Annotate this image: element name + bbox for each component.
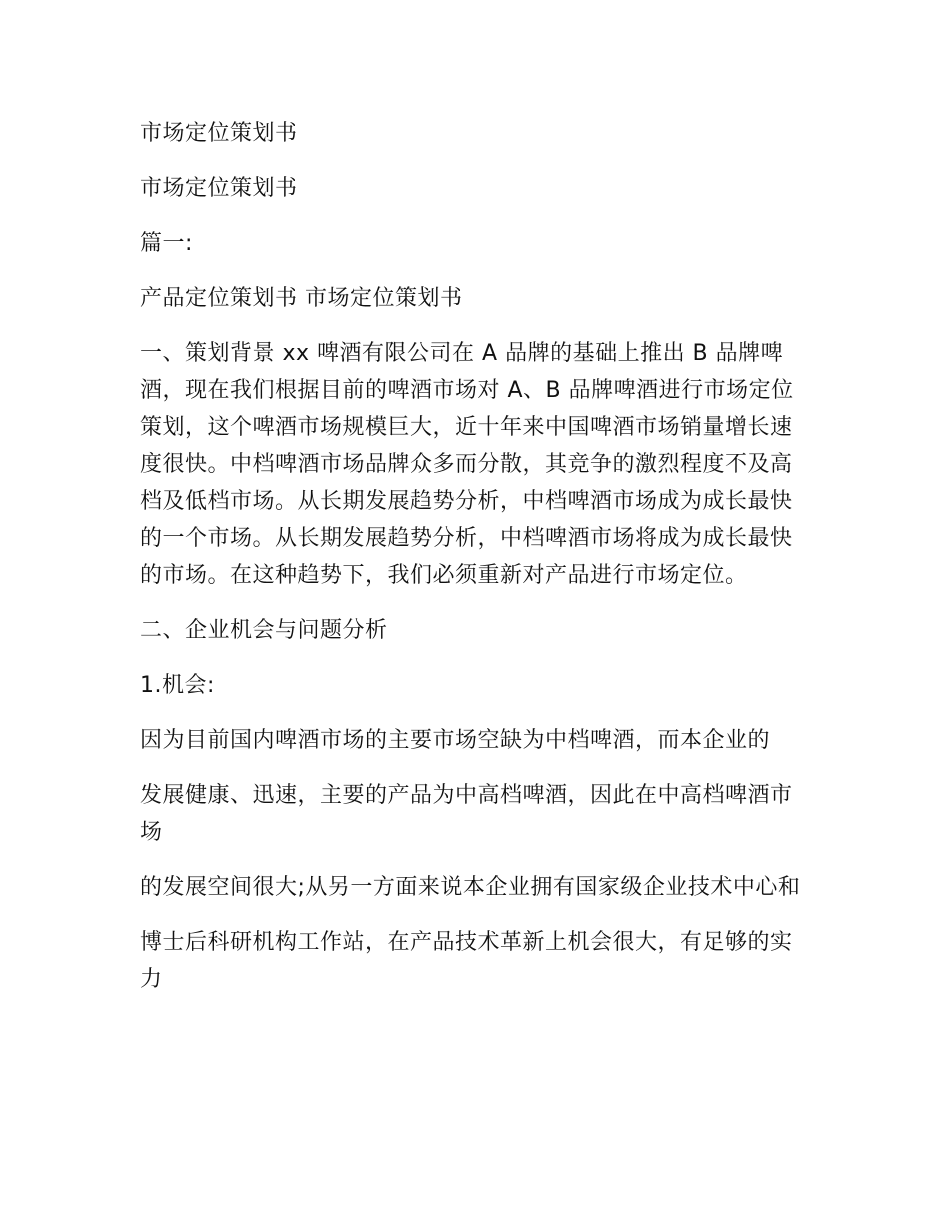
background-paragraph: 一、策划背景 xx 啤酒有限公司在 A 品牌的基础上推出 B 品牌啤酒，现在我们根据目前的啤酒市场对 A、B 品牌啤酒进行市场定位策划，这个啤酒市场规模巨大，近十年来中国啤酒市场销量增长速度很快。中档啤酒市场品牌众多而分散，其竞争的激烈程度不及高档及低档市场。从长期发展趋势分析，中档啤酒市场成为成长最快的一个市场。从长期发展趋势分析，中档啤酒市场将成为成长最快的市场。在这种趋势下，我们必须重新对产品进行市场定位。: [140, 341, 794, 588]
opportunity-paragraph-3: 的发展空间很大;从另一方面来说本企业拥有国家级企业技术中心和: [140, 875, 801, 900]
opportunity-heading: 1.机会:: [140, 673, 215, 698]
chapter-heading: 篇一:: [140, 231, 193, 256]
opportunity-paragraph-1: 因为目前国内啤酒市场的主要市场空缺为中档啤酒，而本企业的: [140, 728, 771, 753]
section-title: 产品定位策划书 市场定位策划书: [140, 286, 463, 311]
analysis-heading: 二、企业机会与问题分析: [140, 618, 388, 643]
document-title: 市场定位策划书: [140, 121, 298, 146]
document-subtitle: 市场定位策划书: [140, 176, 298, 201]
opportunity-paragraph-2: 发展健康、迅速，主要的产品为中高档啤酒，因此在中高档啤酒市场: [140, 783, 793, 845]
opportunity-paragraph-4: 博士后科研机构工作站，在产品技术革新上机会很大，有足够的实力: [140, 930, 793, 992]
